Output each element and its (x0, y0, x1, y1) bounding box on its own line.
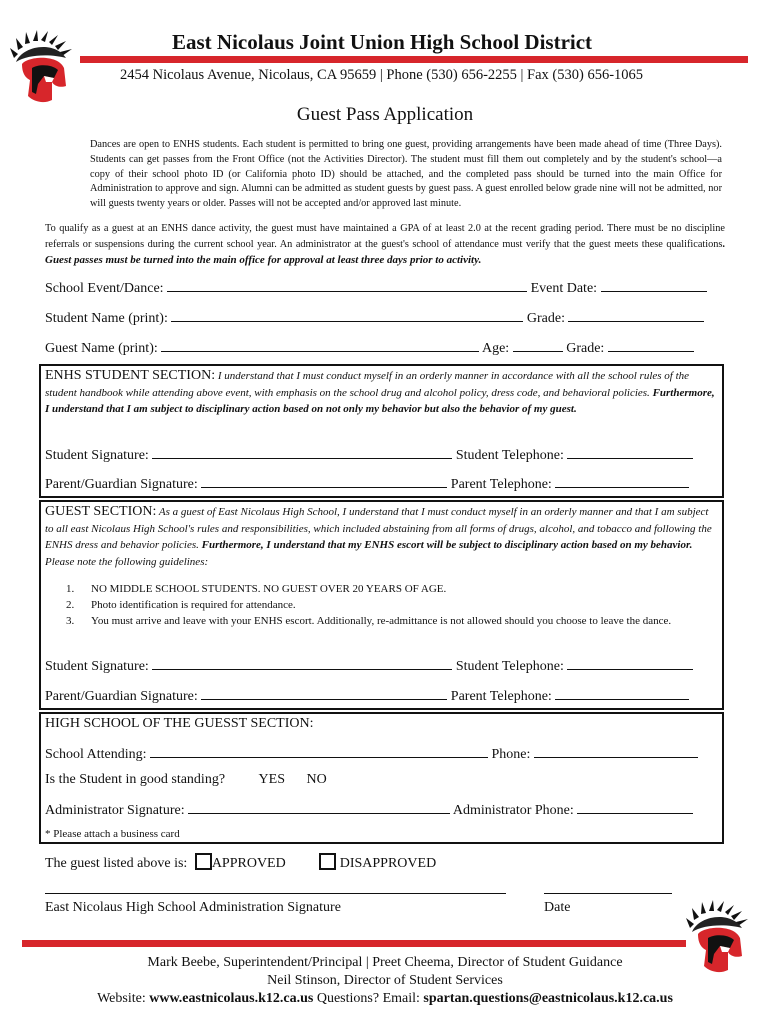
school-event-input[interactable] (167, 278, 527, 292)
enhs-student-signature-label: Student Signature: (45, 448, 149, 463)
event-date-label: Event Date: (530, 281, 598, 296)
list-number: 1. (66, 583, 75, 595)
date-line[interactable] (544, 893, 672, 894)
spartan-helmet-icon (8, 28, 80, 106)
approved-checkbox[interactable] (195, 853, 212, 870)
student-name-row (45, 308, 704, 327)
footer-line-2: Neil Stinson, Director of Student Services (267, 973, 503, 988)
guest-student-signature-input[interactable] (152, 656, 452, 670)
qualify-paragraph (45, 222, 725, 268)
hs-section-heading: HIGH SCHOOL OF THE GUESST SECTION: (45, 716, 314, 731)
guest-name-row (45, 338, 694, 357)
intro-paragraph: Dances are open to ENHS students. Each student is permitted to bring one guest, providing arrangements have been made ahead of time (Three Days). Students can get passes from the Front Office (not the Activities Director). The student must fill them out completely and by the student's school—a copy of their school photo ID (or California photo ID) should be attached, and the completed pass should be turned into the main Office for Administration to approve and sign. Alumni can be admitted as student guests by guest pass. A guest enrolled below grade nine will not be admitted, nor will guests twenty years or older. Passes will not be accepted and/or approved last minute. (90, 139, 722, 210)
enhs-parent-telephone-label: Parent Telephone: (450, 477, 552, 492)
disapproved-label: DISAPPROVED (339, 856, 437, 871)
website-link[interactable]: www.eastnicolaus.k12.ca.us (149, 991, 314, 1006)
guest-text-italic2: Please note the following guidelines: (45, 555, 209, 568)
guest-grade-input[interactable] (608, 338, 694, 352)
enhs-parent-signature-input[interactable] (201, 474, 447, 488)
list-item (66, 581, 716, 597)
list-item (66, 597, 716, 613)
admin-phone-label: Administrator Phone: (452, 803, 574, 818)
district-address: 2454 Nicolaus Avenue, Nicolaus, CA 95659 | Phone (530) 656-2255 | Fax (530) 656-1065 (120, 67, 644, 83)
good-standing-no[interactable]: NO (306, 772, 327, 787)
guest-parent-telephone-label: Parent Telephone: (450, 689, 552, 704)
guideline-text: Photo identification is required for attendance. (91, 599, 296, 611)
footer-line-1: Mark Beebe, Superintendent/Principal | Preet Cheema, Director of Student Guidance (147, 955, 623, 970)
good-standing-yes[interactable]: YES (258, 772, 285, 787)
list-number: 3. (66, 615, 75, 627)
admin-signature-line[interactable] (45, 893, 506, 894)
event-date-input[interactable] (601, 278, 707, 292)
guest-text-bold: Furthermore, I understand that my ENHS escort will be subject to disciplinary action based on my behavior. (201, 539, 693, 552)
school-attending-input[interactable] (150, 744, 488, 758)
admin-signature-label: Administrator Signature: (45, 803, 185, 818)
admin-signature-row (45, 800, 693, 819)
good-standing-label: Is the Student in good standing? (45, 772, 226, 787)
enhs-text-italic: I understand that I must conduct myself in an orderly manner in accordance with all the school rules of the student handbook while attending above event, with emphasis on the school drug and alcohol policy, dress code, and behavioral policies. (45, 370, 690, 399)
hs-phone-label: Phone: (491, 747, 531, 762)
guest-section-heading: GUEST SECTION: (45, 504, 157, 519)
guest-section-text (45, 504, 719, 570)
grade-label: Grade: (526, 311, 565, 326)
approved-label: APPROVED (211, 856, 286, 871)
qualify-period: . (722, 238, 725, 250)
list-item (66, 613, 716, 629)
school-attending-label: School Attending: (45, 747, 147, 762)
guest-student-telephone-input[interactable] (567, 656, 693, 670)
guest-parent-signature-label: Parent/Guardian Signature: (45, 689, 198, 704)
enhs-parent-signature-label: Parent/Guardian Signature: (45, 477, 198, 492)
qualify-text: To qualify as a guest at an ENHS dance activity, the guest must have maintained a GPA of at least 2.0 at the recent grading period. There must be no discipline referrals or suspensions during the current school year. An administrator at the guest's school of attendance must verify that the guest meets these qualifications (45, 223, 725, 250)
school-event-label: School Event/Dance: (45, 281, 164, 296)
age-input[interactable] (513, 338, 563, 352)
footer-line-3 (0, 991, 770, 1007)
admin-phone-input[interactable] (577, 800, 693, 814)
page-title: Guest Pass Application (296, 104, 474, 125)
approval-label: The guest listed above is: (45, 856, 188, 871)
guest-parent-telephone-input[interactable] (555, 686, 689, 700)
guest-name-label: Guest Name (print): (45, 341, 158, 356)
guest-student-signature-label: Student Signature: (45, 659, 149, 674)
guest-grade-label: Grade: (566, 341, 605, 356)
guidelines-list (66, 581, 716, 629)
hs-phone-input[interactable] (534, 744, 698, 758)
header-red-bar (80, 56, 748, 63)
good-standing-row (45, 772, 327, 788)
student-name-input[interactable] (171, 308, 523, 322)
enhs-parent-telephone-input[interactable] (555, 474, 689, 488)
guest-student-telephone-label: Student Telephone: (455, 659, 564, 674)
guideline-text: NO MIDDLE SCHOOL STUDENTS. NO GUEST OVER 20 YEARS OF AGE. (91, 583, 447, 595)
footer-red-bar (22, 940, 686, 947)
age-label: Age: (481, 341, 510, 356)
grade-input[interactable] (568, 308, 704, 322)
enhs-student-telephone-input[interactable] (567, 445, 693, 459)
guest-parent-signature-row (45, 686, 689, 705)
business-card-note: * Please attach a business card (45, 828, 180, 840)
admin-signature-caption: East Nicolaus High School Administration Signature (45, 900, 341, 915)
guest-student-signature-row (45, 656, 693, 675)
guest-name-input[interactable] (161, 338, 479, 352)
qualify-bold: Guest passes must be turned into the main office for approval at least three days prior to activity. (45, 253, 482, 266)
enhs-parent-signature-row (45, 474, 689, 493)
enhs-student-telephone-label: Student Telephone: (455, 448, 564, 463)
school-attending-row (45, 744, 698, 763)
website-label: Website: (97, 991, 150, 1006)
enhs-section-text (45, 368, 719, 418)
enhs-student-signature-input[interactable] (152, 445, 452, 459)
enhs-text-bold: Furthermore, I understand that I am subject to disciplinary action based on not only my behavior but also the behavior of my guest. (45, 386, 715, 416)
admin-signature-input[interactable] (188, 800, 450, 814)
district-name: East Nicolaus Joint Union High School District (172, 30, 593, 54)
guideline-text: You must arrive and leave with your ENHS escort. Additionally, re-admittance is not allowed should you choose to leave the dance. (91, 615, 672, 627)
questions-label: Questions? Email: (313, 991, 424, 1006)
student-name-label: Student Name (print): (45, 311, 168, 326)
guest-text-italic: As a guest of East Nicolaus High School, I understand that I must conduct myself in an orderly manner and that I am subject to all east Nicolaus High School's rules and responsibilities, which included abstaining from all forms of drugs, alcohol, and tobacco and following the ENHS dress and behavior policies. (45, 506, 712, 552)
disapproved-checkbox[interactable] (319, 853, 336, 870)
email-link[interactable]: spartan.questions@eastnicolaus.k12.ca.us (423, 991, 673, 1006)
list-number: 2. (66, 599, 75, 611)
school-event-row (45, 278, 707, 297)
guest-parent-signature-input[interactable] (201, 686, 447, 700)
approval-row (45, 853, 436, 872)
date-caption: Date (544, 900, 571, 915)
enhs-section-heading: ENHS STUDENT SECTION: (45, 368, 216, 383)
enhs-student-signature-row (45, 445, 693, 464)
